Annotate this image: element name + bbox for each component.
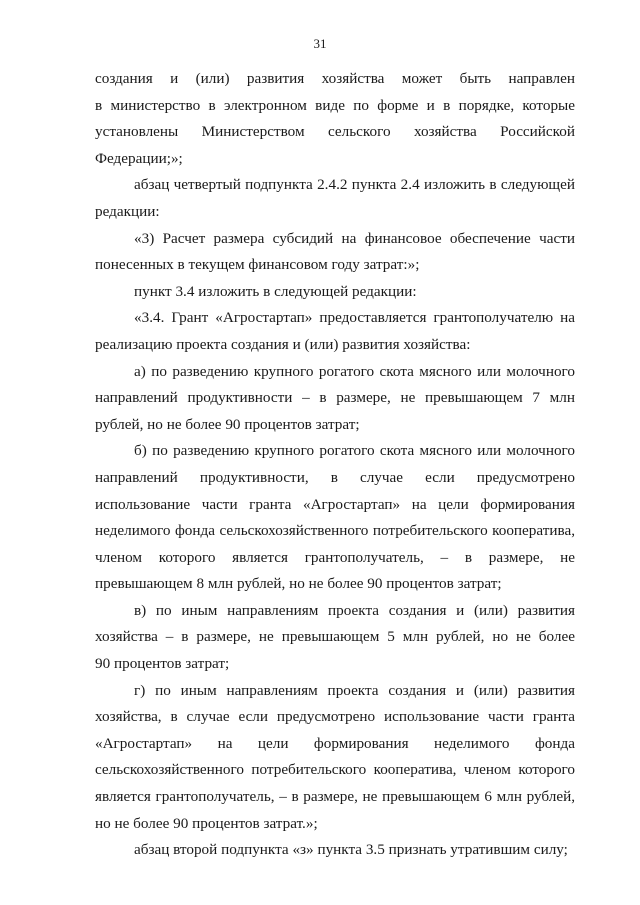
text-line: хозяйства – в размере, не превышающем 5 млн рублей, но не более <box>95 628 575 646</box>
text-line: Федерации;»; <box>95 149 183 167</box>
text-line: в) по иным направлениям проекта создания и (или) развития <box>134 601 575 619</box>
text-line: г) по иным направлениям проекта создания и (или) развития <box>134 681 575 699</box>
text-line: «3.4. Грант «Агростартап» предоставляется грантополучателю на <box>134 309 575 327</box>
text-line: установлены Министерством сельского хозяйства Российской <box>95 123 575 141</box>
text-line: является грантополучатель, – в размере, не превышающем 6 млн рублей, <box>95 788 575 806</box>
text-line: создания и (или) развития хозяйства может быть направлен <box>95 70 575 87</box>
text-line: сельскохозяйственного потребительского кооператива, членом которого <box>95 761 575 779</box>
text-line: редакции: <box>95 202 160 220</box>
text-line: а) по разведению крупного рогатого скота мясного или молочного <box>134 362 575 380</box>
text-line: реализацию проекта создания и (или) развития хозяйства: <box>95 335 471 353</box>
text-line: «3) Расчет размера субсидий на финансовое обеспечение части <box>134 229 575 247</box>
text-line: рублей, но не более 90 процентов затрат; <box>95 415 360 433</box>
text-line: членом которого является грантополучатель, – в размере, не <box>95 548 575 566</box>
text-line: б) по разведению крупного рогатого скота мясного или молочного <box>134 442 575 460</box>
text-line: абзац второй подпункта «з» пункта 3.5 признать утратившим силу; <box>134 841 568 859</box>
text-line: 90 процентов затрат; <box>95 655 230 673</box>
document-body <box>95 66 575 864</box>
text-line: направлений продуктивности, в случае если предусмотрено <box>95 468 575 486</box>
text-line: превышающем 8 млн рублей, но не более 90 процентов затрат; <box>95 575 502 593</box>
text-line: хозяйства, в случае если предусмотрено использование части гранта <box>95 708 575 726</box>
page-number: 31 <box>313 36 327 51</box>
text-line: «Агростартап» на цели формирования неделимого фонда <box>95 734 575 752</box>
text-line: направлений продуктивности – в размере, не превышающем 7 млн <box>95 389 575 407</box>
text-line: в министерство в электронном виде по форме и в порядке, которые <box>95 96 575 114</box>
text-line: неделимого фонда сельскохозяйственного потребительского кооператива, <box>95 522 575 540</box>
text-line: понесенных в текущем финансовом году затрат:»; <box>95 256 420 274</box>
text-line: но не более 90 процентов затрат.»; <box>95 814 318 832</box>
text-line: абзац четвертый подпункта 2.4.2 пункта 2.4 изложить в следующей <box>134 176 575 194</box>
text-line: использование части гранта «Агростартап» на цели формирования <box>95 495 575 513</box>
text-line: пункт 3.4 изложить в следующей редакции: <box>134 282 417 300</box>
